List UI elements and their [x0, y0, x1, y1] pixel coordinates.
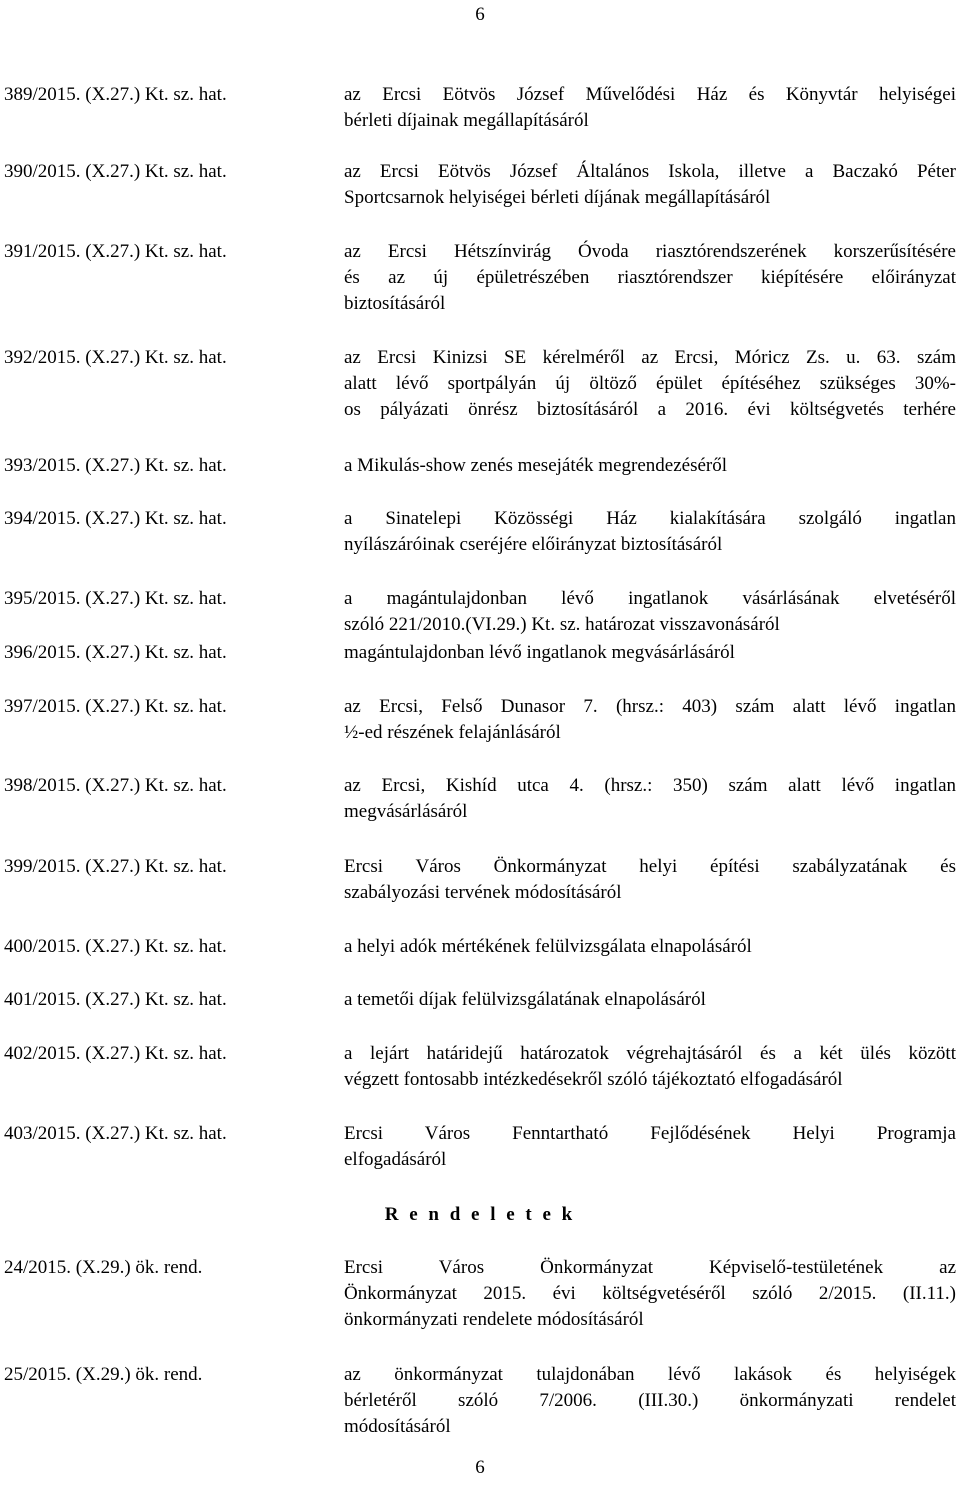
- resolution-title-line: alatt lévő sportpályán új öltöző épület építéséhez szükséges 30%-: [344, 373, 956, 394]
- resolution-title: [344, 159, 956, 211]
- resolution-title-line: az Ercsi Eötvös József Művelődési Ház és Könyvtár helyiségei: [344, 84, 956, 105]
- decree-title: [344, 1255, 956, 1333]
- section-heading-rendeletek: R e n d e l e t e k: [384, 1204, 576, 1225]
- decree-number: 24/2015. (X.29.) ök. rend.: [4, 1257, 203, 1278]
- page-number-top: 6: [475, 4, 485, 25]
- page-number-bottom: 6: [475, 1457, 485, 1478]
- resolution-title: [344, 854, 956, 906]
- resolution-number: 390/2015. (X.27.) Kt. sz. hat.: [4, 161, 227, 182]
- resolution-title: [344, 773, 956, 825]
- resolution-title: [344, 586, 956, 638]
- resolution-title-line: a magántulajdonban lévő ingatlanok vásárlásának elvetéséről: [344, 588, 956, 609]
- resolution-number: 393/2015. (X.27.) Kt. sz. hat.: [4, 455, 227, 476]
- decree-title-line: módosításáról: [344, 1416, 451, 1437]
- resolution-number: 403/2015. (X.27.) Kt. sz. hat.: [4, 1123, 227, 1144]
- decree-title-line: az önkormányzat tulajdonában lévő lakások és helyiségek: [344, 1364, 956, 1385]
- decree-title-line: bérletéről szóló 7/2006. (III.30.) önkormányzati rendelet: [344, 1390, 956, 1411]
- decree-title-line: Ercsi Város Önkormányzat Képviselő-testületének az: [344, 1257, 956, 1278]
- resolution-number: 394/2015. (X.27.) Kt. sz. hat.: [4, 508, 227, 529]
- resolution-title: [344, 1041, 956, 1093]
- resolution-number: 401/2015. (X.27.) Kt. sz. hat.: [4, 989, 227, 1010]
- decree-title-line: önkormányzati rendelete módosításáról: [344, 1309, 644, 1330]
- resolution-title-line: a helyi adók mértékének felülvizsgálata elnapolásáról: [344, 936, 752, 957]
- resolution-title-line: szabályozási tervének módosításáról: [344, 882, 622, 903]
- resolution-title-line: bérleti díjainak megállapításáról: [344, 110, 589, 131]
- resolution-number: 400/2015. (X.27.) Kt. sz. hat.: [4, 936, 227, 957]
- resolution-title-line: a lejárt határidejű határozatok végrehajtásáról és a két ülés között: [344, 1043, 956, 1064]
- resolution-title: [344, 694, 956, 746]
- resolution-title: [344, 239, 956, 317]
- resolution-title-line: végzett fontosabb intézkedésekről szóló tájékoztató elfogadásáról: [344, 1069, 843, 1090]
- resolution-title: [344, 1121, 956, 1173]
- resolution-number: 396/2015. (X.27.) Kt. sz. hat.: [4, 642, 227, 663]
- resolution-title-line: ½-ed részének felajánlásáról: [344, 722, 561, 743]
- resolution-title-line: nyílászáróinak cseréjére előirányzat biztosításáról: [344, 534, 723, 555]
- decree-number: 25/2015. (X.29.) ök. rend.: [4, 1364, 203, 1385]
- resolution-title-line: az Ercsi, Kishíd utca 4. (hrsz.: 350) szám alatt lévő ingatlan: [344, 775, 956, 796]
- resolution-title-line: az Ercsi, Felső Dunasor 7. (hrsz.: 403) szám alatt lévő ingatlan: [344, 696, 956, 717]
- resolution-title: [344, 82, 956, 134]
- resolution-title-line: Sportcsarnok helyiségei bérleti díjának megállapításáról: [344, 187, 771, 208]
- resolution-title-line: os pályázati önrész biztosításáról a 2016. évi költségvetés terhére: [344, 399, 956, 420]
- resolution-title-line: az Ercsi Hétszínvirág Óvoda riasztórendszerének korszerűsítésére: [344, 241, 956, 262]
- resolution-title: [344, 640, 956, 666]
- resolution-title: [344, 506, 956, 558]
- resolution-number: 391/2015. (X.27.) Kt. sz. hat.: [4, 241, 227, 262]
- resolution-number: 402/2015. (X.27.) Kt. sz. hat.: [4, 1043, 227, 1064]
- resolution-number: 398/2015. (X.27.) Kt. sz. hat.: [4, 775, 227, 796]
- resolution-title-line: a Sinatelepi Közösségi Ház kialakítására szolgáló ingatlan: [344, 508, 956, 529]
- resolution-number: 395/2015. (X.27.) Kt. sz. hat.: [4, 588, 227, 609]
- resolution-title-line: Ercsi Város Önkormányzat helyi építési szabályzatának és: [344, 856, 956, 877]
- resolution-title-line: az Ercsi Kinizsi SE kérelméről az Ercsi, Móricz Zs. u. 63. szám: [344, 347, 956, 368]
- resolution-title-line: és az új épületrészében riasztórendszer kiépítésére előirányzat: [344, 267, 956, 288]
- resolution-title-line: magántulajdonban lévő ingatlanok megvásárlásáról: [344, 642, 735, 663]
- resolution-title: [344, 987, 956, 1013]
- resolution-title-line: Ercsi Város Fenntartható Fejlődésének Helyi Programja: [344, 1123, 956, 1144]
- resolution-title-line: a temetői díjak felülvizsgálatának elnapolásáról: [344, 989, 706, 1010]
- resolution-title: [344, 345, 956, 423]
- resolution-title-line: elfogadásáról: [344, 1149, 447, 1170]
- resolution-title: [344, 934, 956, 960]
- resolution-number: 392/2015. (X.27.) Kt. sz. hat.: [4, 347, 227, 368]
- resolution-number: 399/2015. (X.27.) Kt. sz. hat.: [4, 856, 227, 877]
- resolution-number: 389/2015. (X.27.) Kt. sz. hat.: [4, 84, 227, 105]
- resolution-title: [344, 453, 956, 479]
- resolution-title-line: szóló 221/2010.(VI.29.) Kt. sz. határozat visszavonásáról: [344, 614, 780, 635]
- resolution-title-line: megvásárlásáról: [344, 801, 468, 822]
- resolution-title-line: biztosításáról: [344, 293, 446, 314]
- decree-title-line: Önkormányzat 2015. évi költségvetéséről szóló 2/2015. (II.11.): [344, 1283, 956, 1304]
- resolution-title-line: a Mikulás-show zenés mesejáték megrendezéséről: [344, 455, 728, 476]
- decree-title: [344, 1362, 956, 1440]
- resolution-title-line: az Ercsi Eötvös József Általános Iskola, illetve a Baczakó Péter: [344, 161, 956, 182]
- resolution-number: 397/2015. (X.27.) Kt. sz. hat.: [4, 696, 227, 717]
